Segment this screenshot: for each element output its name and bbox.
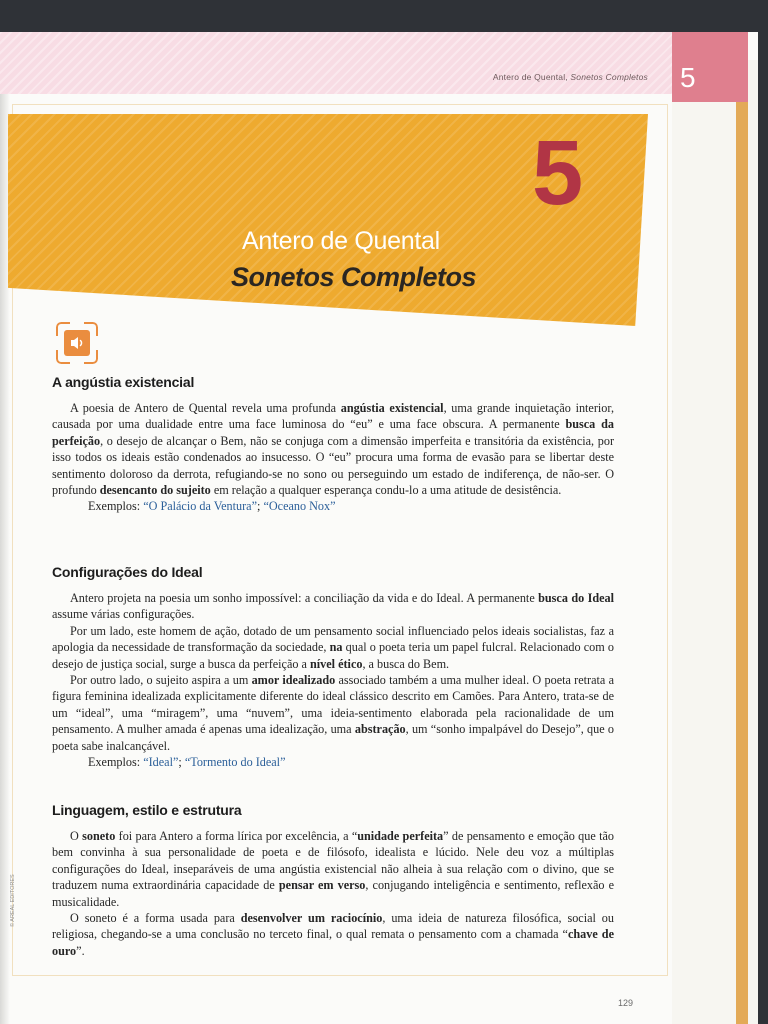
running-head-work: Sonetos Completos xyxy=(570,72,648,82)
example-link-ideal[interactable]: “Ideal” xyxy=(143,755,179,770)
running-head xyxy=(450,72,648,82)
example-link-oceano[interactable]: “Oceano Nox” xyxy=(263,499,336,514)
section-ideal xyxy=(52,590,614,770)
chapter-subtitle: Sonetos Completos xyxy=(231,262,477,292)
section-linguagem xyxy=(52,828,614,959)
running-head-author: Antero de Quental, xyxy=(492,72,571,82)
example-link-tormento[interactable]: “Tormento do Ideal” xyxy=(184,755,286,770)
page-number: 129 xyxy=(618,998,634,1008)
paragraph: Antero projeta na poesia um sonho impossível: a conciliação da vida e do Ideal. A permanente busca do Ideal assume várias configurações. xyxy=(52,591,614,622)
section-heading-ideal: Configurações do Ideal xyxy=(52,564,203,580)
section-heading-angustia: A angústia existencial xyxy=(52,374,195,390)
chapter-title: Antero de Quental xyxy=(242,227,440,255)
publisher-credit: © AREAL EDITORES xyxy=(10,874,16,927)
section-angustia xyxy=(52,400,614,515)
examples-line: Exemplos: “Ideal”; “Tormento do Ideal” xyxy=(88,755,286,770)
header-strip xyxy=(0,32,672,94)
paragraph: O soneto é a forma usada para desenvolver um raciocínio, uma ideia de natureza filosófica, social ou religiosa, chegando-se a uma conclusão no terceto final, o qual remata o pensamento com a chamada “chave de ouro”. xyxy=(52,911,614,958)
chapter-number: 5 xyxy=(532,122,584,224)
chapter-tab-number: 5 xyxy=(680,62,696,93)
example-link-palacio[interactable]: “O Palácio da Ventura” xyxy=(143,499,258,514)
paragraph: O soneto foi para Antero a forma lírica por excelência, a “unidade perfeita” de pensamento e emoção que tão bem convinha à sua personalidade de poeta e de filósofo, idealista e lúcido. Nele deu voz a múltiplas configurações do Ideal, inseparáveis de uma angústia existencial não alheia à sua relação com o divino, que se traduzem numa extraordinária capacidade de pensar em verso, conjugando inteligência e sentimento, reflexão e musicalidade. xyxy=(52,829,614,909)
chapter-edge-bar xyxy=(736,102,748,1024)
examples-line: Exemplos: “O Palácio da Ventura”; “Oceano Nox” xyxy=(88,499,336,514)
speaker-icon xyxy=(64,330,90,356)
textbook-page xyxy=(0,32,758,1024)
paragraph: Por outro lado, o sujeito aspira a um amor idealizado associado também a uma mulher ideal. O poeta retrata a figura feminina idealizada explicitamente diferente do ideal clássico descrito em Camões. Para Antero, trata-se de um “ideal”, uma “miragem”, uma “nuvem”, uma ideia-sentimento elaborada pela racionalidade de um pensamento. A mulher amada é apenas uma idealização, uma abstração, um “sonho impalpável do Desejo”, que o poeta sabe inalcançável. xyxy=(52,673,614,753)
paragraph: A poesia de Antero de Quental revela uma profunda angústia existencial, uma grande inquietação interior, causada por uma dualidade entre uma face luminosa do “eu” e uma face obscura. A permanente busca da perfeição, o desejo de alcançar o Bem, não se conjuga com a dimensão imperfeita e transitória da existência, por isso todos os ideais estão condenados ao insucesso. O “eu” procura uma forma de evasão para se libertar deste sentimento doloroso da derrota, refugiando-se no sono ou perseguindo um estado de indiferença, de não-ser. O profundo desencanto do sujeito em relação a qualquer esperança condu-lo a uma atitude de desistência. xyxy=(52,401,614,498)
section-heading-linguagem: Linguagem, estilo e estrutura xyxy=(52,802,242,818)
audio-button[interactable] xyxy=(56,322,98,364)
paragraph: Por um lado, este homem de ação, dotado de um pensamento social influenciado pelos ideais socialistas, faz a apologia da necessidade de transformação da sociedade, na qual o poeta teria um papel fulcral. Relacionado com o desejo de justiça social, surge a busca da perfeição a nível ético, a busca do Bem. xyxy=(52,623,614,671)
